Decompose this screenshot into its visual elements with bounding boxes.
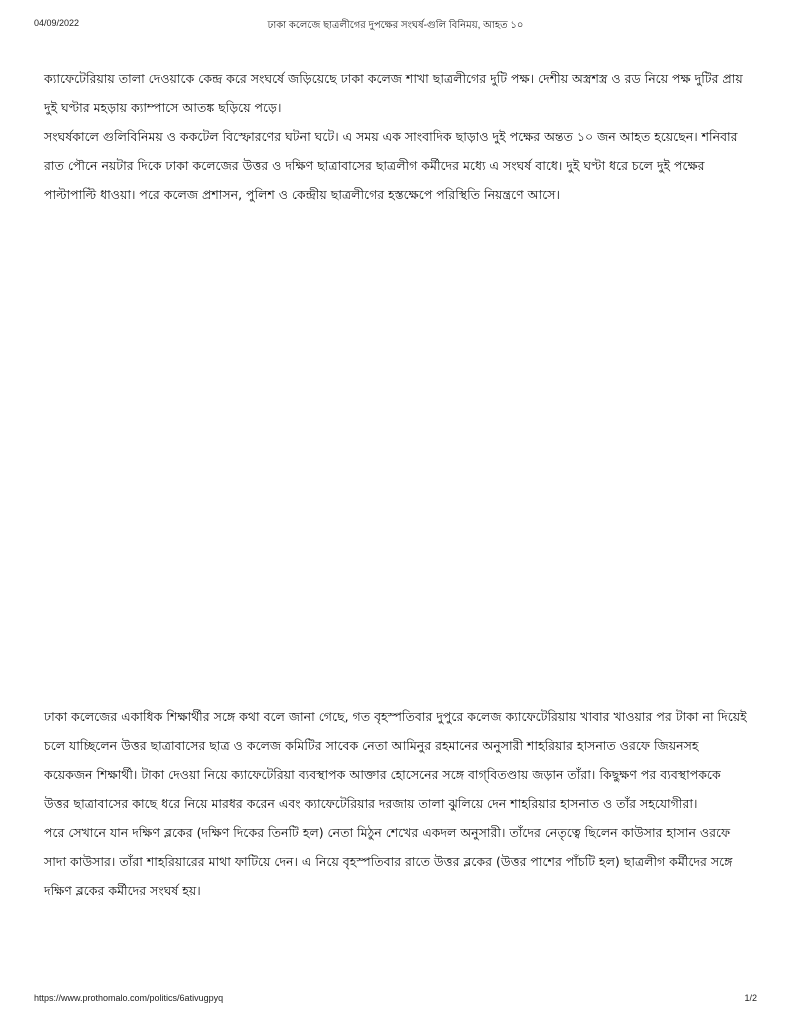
article-paragraph: সংঘর্ষকালে গুলিবিনিময় ও ককটেল বিস্ফোরণের ঘটনা ঘটে। এ সময় এক সাংবাদিক ছাড়াও দুই পক্ষের অন্তত ১০ জন আহত হয়েছেন। শনিবার রাত পৌনে নয়টার দিকে ঢাকা কলেজের উত্তর ও দক্ষিণ ছাত্রাবাসের ছাত্রলীগ কর্মীদের মধ্যে এ সংঘর্ষ বাধে। দুই ঘণ্টা ধরে চলে দুই পক্ষের পাল্টাপাল্টি ধাওয়া। পরে কলেজ প্রশাসন, পুলিশ ও কেন্দ্রীয় ছাত্রলীগের হস্তক্ষেপে পরিস্থিতি নিয়ন্ত্রণে আসে। (44, 129, 738, 202)
print-date: 04/09/2022 (34, 18, 80, 28)
page-number: 1/2 (744, 993, 757, 1003)
article-paragraph: পরে সেখানে যান দক্ষিণ ব্লকের (দক্ষিণ দিকের তিনটি হল) নেতা মিঠুন শেখের একদল অনুসারী। তাঁদের নেতৃত্বে ছিলেন কাউসার হাসান ওরফে সাদা কাউসার। তাঁরা শাহরিয়ারের মাথা ফাটিয়ে দেন। এ নিয়ে বৃহস্পতিবার রাতে উত্তর ব্লকের (উত্তর পাশের পাঁচটি হল) ছাত্রলীগ কর্মীদের সঙ্গে দক্ষিণ ব্লকের কর্মীদের সংঘর্ষ হয়। (44, 825, 733, 898)
article-paragraph: ঢাকা কলেজের একাধিক শিক্ষার্থীর সঙ্গে কথা বলে জানা গেছে, গত বৃহস্পতিবার দুপুরে কলেজ ক্যাফেটেরিয়ায় খাবার খাওয়ার পর টাকা না দিয়েই চলে যাচ্ছিলেন উত্তর ছাত্রাবাসের ছাত্র ও কলেজ কমিটির সাবেক নেতা আমিনুর রহমানের অনুসারী শাহরিয়ার হাসনাত ওরফে জিয়নসহ কয়েকজন শিক্ষার্থী। টাকা দেওয়া নিয়ে ক্যাফেটেরিয়া ব্যবস্থাপক আক্তার হোসেনের সঙ্গে বাগ্‌বিতণ্ডায় জড়ান তাঁরা। কিছুক্ষণ পর ব্যবস্থাপককে উত্তর ছাত্রাবাসের কাছে ধরে নিয়ে মারধর করেন এবং ক্যাফেটেরিয়ার দরজায় তালা ঝুলিয়ে দেন শাহরিয়ার হাসনাত ও তাঁর সহযোগীরা। (44, 709, 747, 811)
page-title: ঢাকা কলেজে ছাত্রলীগের দুপক্ষের সংঘর্ষ-গুলি বিনিময়, আহত ১০ (267, 20, 524, 31)
article-section-1 (44, 64, 750, 209)
article-section-2 (44, 702, 750, 905)
article-paragraph: ক্যাফেটেরিয়ায় তালা দেওয়াকে কেন্দ্র করে সংঘর্ষে জড়িয়েছে ঢাকা কলেজ শাখা ছাত্রলীগের দুটি পক্ষ। দেশীয় অস্ত্রশস্ত্র ও রড নিয়ে পক্ষ দুটির প্রায় দুই ঘণ্টার মহড়ায় ক্যাম্পাসে আতঙ্ক ছড়িয়ে পড়ে। (44, 71, 743, 115)
source-url[interactable]: https://www.prothomalo.com/politics/6ativugpyq (34, 993, 224, 1003)
